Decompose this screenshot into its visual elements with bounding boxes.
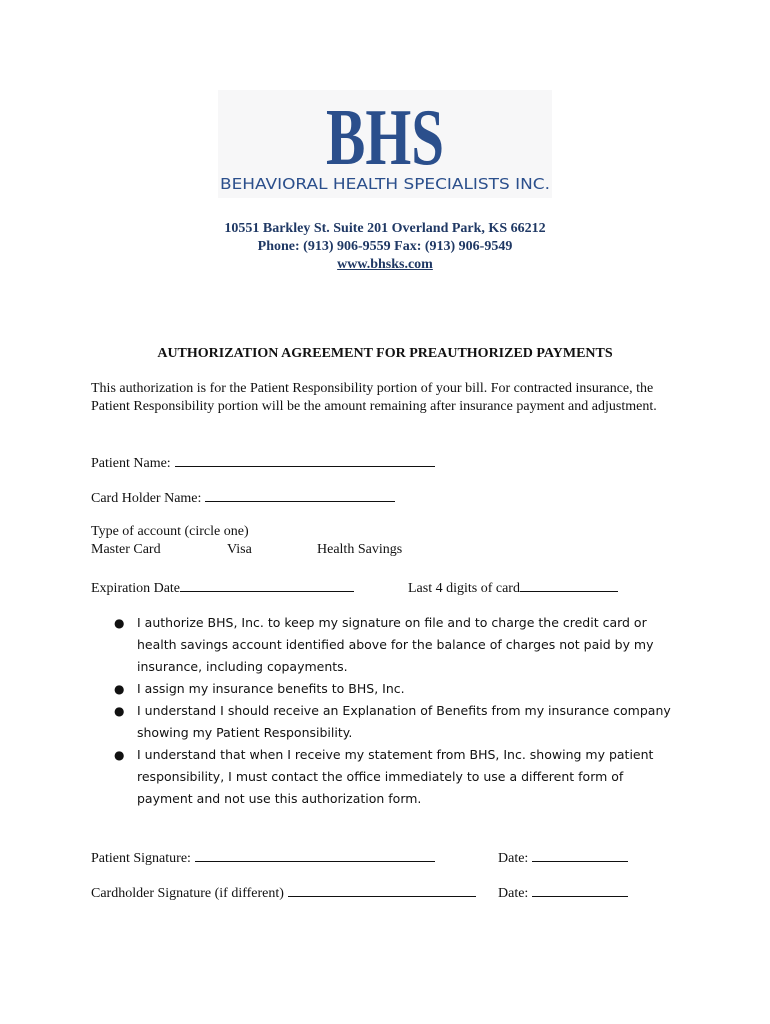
term-text: I understand that when I receive my statement from BHS, Inc. showing my patient responsibility, I must contact the office immediately to use a different form of payment and not use this authorization form. <box>137 747 654 806</box>
list-item <box>112 700 682 744</box>
bhs-logo-mark <box>218 90 552 198</box>
cardholder-signature-label: Cardholder Signature (if different) <box>91 886 284 901</box>
account-type-label: Type of account (circle one) <box>91 524 249 539</box>
cardholder-date-field[interactable] <box>532 882 628 897</box>
patient-name-row <box>91 452 435 473</box>
company-logo <box>218 90 552 198</box>
logo-company-name: BEHAVIORAL HEALTH SPECIALISTS INC. <box>220 175 550 193</box>
list-item <box>112 612 682 678</box>
expiration-row <box>91 577 354 598</box>
last4-row <box>408 577 618 598</box>
bullet-icon: ● <box>114 682 125 696</box>
bullet-icon: ● <box>114 704 125 718</box>
patient-signature-field[interactable] <box>195 847 435 862</box>
patient-date-row <box>498 847 628 868</box>
list-item <box>112 744 682 810</box>
patient-date-label: Date: <box>498 851 529 866</box>
cardholder-signature-field[interactable] <box>288 882 476 897</box>
contact-block <box>0 220 770 274</box>
list-item <box>112 678 682 700</box>
last4-label: Last 4 digits of card <box>408 581 520 596</box>
bullet-icon: ● <box>114 616 125 630</box>
patient-signature-row <box>91 847 435 868</box>
card-holder-row <box>91 487 395 508</box>
card-holder-label: Card Holder Name: <box>91 491 202 506</box>
expiration-label: Expiration Date <box>91 581 181 596</box>
term-text: I assign my insurance benefits to BHS, Inc. <box>137 681 405 696</box>
patient-name-field[interactable] <box>175 452 435 467</box>
website-link[interactable]: www.bhsks.com <box>337 257 433 272</box>
cardholder-signature-row <box>91 882 476 903</box>
form-title: AUTHORIZATION AGREEMENT FOR PREAUTHORIZED PAYMENTS <box>157 346 613 361</box>
option-master-card[interactable]: Master Card <box>91 542 161 557</box>
patient-name-label: Patient Name: <box>91 456 171 471</box>
patient-date-field[interactable] <box>532 847 628 862</box>
term-text: I understand I should receive an Explanation of Benefits from my insurance company showing my Patient Responsibility. <box>137 703 671 740</box>
cardholder-date-label: Date: <box>498 886 529 901</box>
expiration-field[interactable] <box>180 577 354 592</box>
phone-fax-line: Phone: (913) 906-9559 Fax: (913) 906-9549 <box>257 239 513 254</box>
option-visa[interactable]: Visa <box>227 542 252 557</box>
term-text: I authorize BHS, Inc. to keep my signature on file and to charge the credit card or health savings account identified above for the balance of charges not paid by my insurance, including copayments. <box>137 615 654 674</box>
address-line: 10551 Barkley St. Suite 201 Overland Park, KS 66212 <box>224 221 546 236</box>
terms-list <box>112 612 682 810</box>
last4-field[interactable] <box>520 577 618 592</box>
option-health-savings[interactable]: Health Savings <box>317 542 403 557</box>
intro-paragraph: This authorization is for the Patient Responsibility portion of your bill. For contracted insurance, the Patient Responsibility portion will be the amount remaining after insurance payment and adjustment. <box>91 381 657 414</box>
card-holder-field[interactable] <box>205 487 395 502</box>
bullet-icon: ● <box>114 748 125 762</box>
patient-signature-label: Patient Signature: <box>91 851 191 866</box>
logo-mark-text: BHS <box>326 94 444 182</box>
cardholder-date-row <box>498 882 628 903</box>
